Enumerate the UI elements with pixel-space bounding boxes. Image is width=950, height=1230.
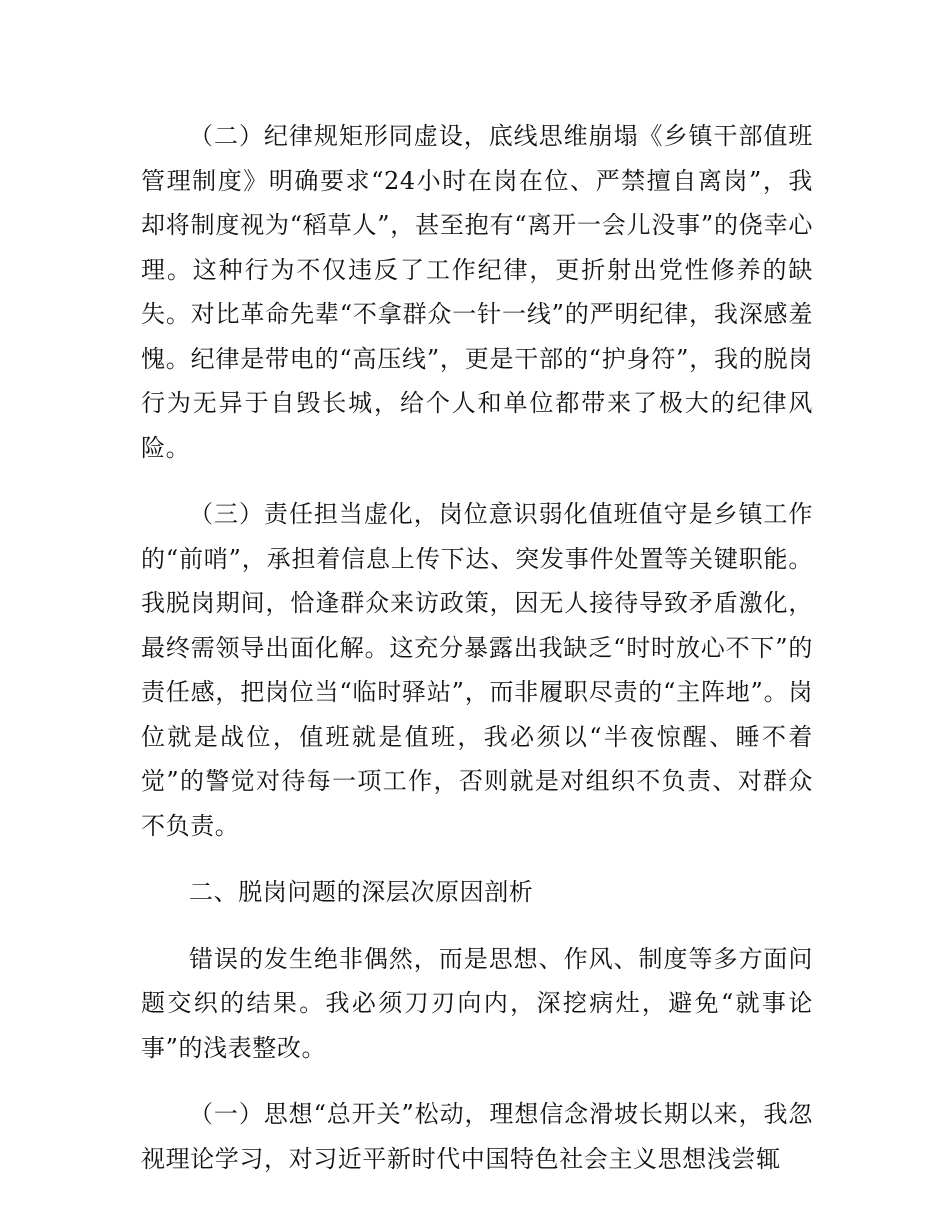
document-page: [141, 114, 813, 1203]
paragraph-responsibility: （三）责任担当虚化，岗位意识弱化值班值守是乡镇工作的“前哨”，承担着信息上传下达、突发事件处置等关键职能。我脱岗期间，恰逢群众来访政策，因无人接待导致矛盾激化，最终需领导出面化解。这充分暴露出我缺乏“时时放心不下”的责任感，把岗位当“临时驿站”，而非履职尽责的“主阵地”。岗位就是战位，值班就是值班，我必须以“半夜惊醒、睡不着觉”的警觉对待每一项工作，否则就是对组织不负责、对群众不负责。: [141, 500, 813, 840]
section-heading-causes: 二、脱岗问题的深层次原因剖析: [189, 878, 534, 906]
paragraph-ideology: （一）思想“总开关”松动，理想信念滑坡长期以来，我忽视理论学习，对习近平新时代中国特色社会主义思想浅尝辄: [141, 1100, 813, 1173]
paragraph-discipline: （二）纪律规矩形同虚设，底线思维崩塌《乡镇干部值班管理制度》明确要求“24小时在岗在位、严禁擅自离岗”，我却将制度视为“稻草人”，甚至抱有“离开一会儿没事”的侥幸心理。这种行为不仅违反了工作纪律，更折射出党性修养的缺失。对比革命先辈“不拿群众一针一线”的严明纪律，我深感羞愧。纪律是带电的“高压线”，更是干部的“护身符”，我的脱岗行为无异于自毁长城，给个人和单位都带来了极大的纪律风险。: [141, 122, 813, 462]
paragraph-causes-intro: 错误的发生绝非偶然，而是思想、作风、制度等多方面问题交织的结果。我必须刀刃向内，深挖病灶，避免“就事论事”的浅表整改。: [141, 944, 813, 1062]
